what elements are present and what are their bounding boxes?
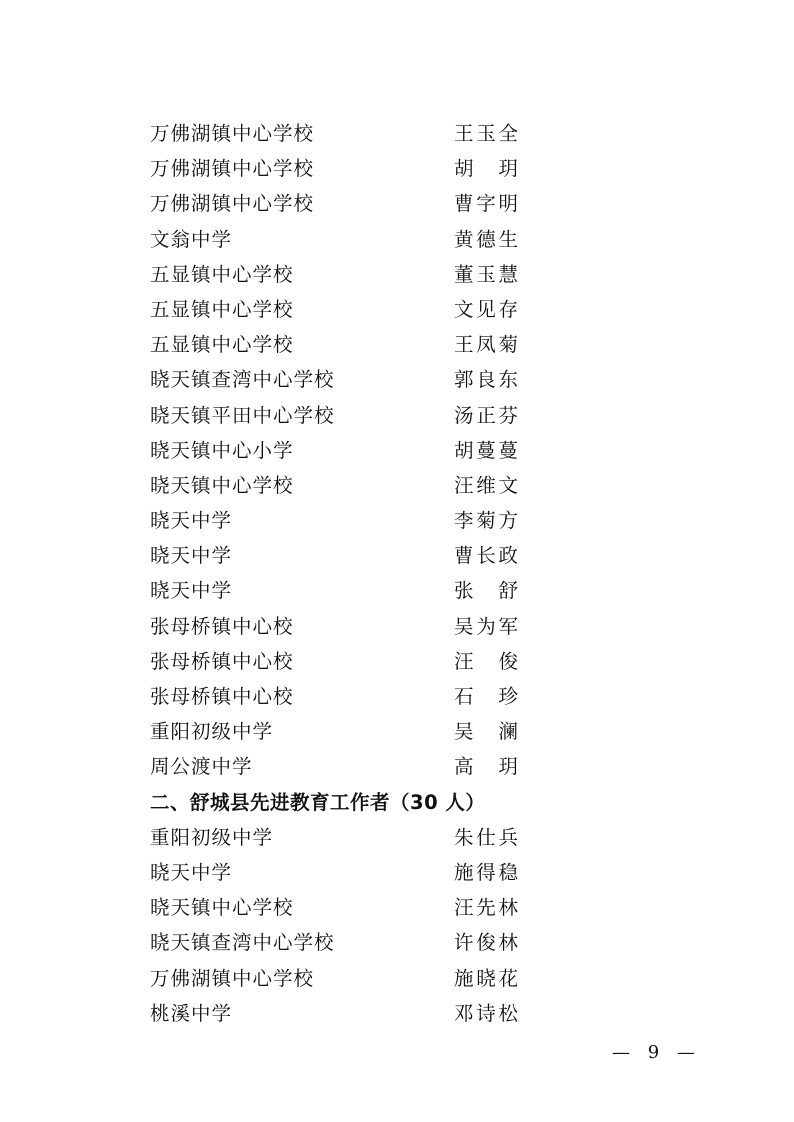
list-item [150,714,530,749]
school-name: 周公渡中学 [150,755,253,779]
list-item [150,186,530,221]
school-name: 桃溪中学 [150,1001,233,1025]
person-name: 汪维文 [454,473,518,497]
list-item [150,538,530,573]
list-item [150,749,530,784]
person-name: 文见存 [454,297,518,321]
school-name: 张母桥镇中心校 [150,614,294,638]
school-name: 晓天镇查湾中心学校 [150,368,335,392]
school-name: 万佛湖镇中心学校 [150,192,315,216]
person-name: 胡 玥 [454,157,518,181]
section-heading: 二、舒城县先进教育工作者（30 人） [150,790,486,814]
list-item [150,468,530,503]
list-item [150,890,530,925]
school-name: 五显镇中心学校 [150,333,294,357]
person-name: 邓诗松 [454,1001,518,1025]
list-item [150,503,530,538]
list-item [150,398,530,433]
person-name: 许俊林 [454,931,518,955]
school-name: 晓天中学 [150,509,233,533]
person-name: 李菊方 [454,509,518,533]
person-name: 郭良东 [454,368,518,392]
list-item [150,327,530,362]
list-item [150,292,530,327]
list-item [150,257,530,292]
list-item [150,116,530,151]
list-item [150,609,530,644]
school-name: 重阳初级中学 [150,720,274,744]
person-name: 吴 澜 [454,720,518,744]
school-name: 文翁中学 [150,227,233,251]
list-item [150,996,530,1031]
list-item [150,855,530,890]
person-name: 汪先林 [454,896,518,920]
person-name: 吴为军 [454,614,518,638]
person-name: 黄德生 [454,227,518,251]
school-name: 晓天镇中心学校 [150,896,294,920]
person-name: 曹字明 [454,192,518,216]
person-name: 朱仕兵 [454,825,518,849]
person-name: 张 舒 [454,579,518,603]
school-name: 重阳初级中学 [150,825,274,849]
school-name: 晓天镇中心小学 [150,438,294,462]
person-name: 王凤菊 [454,333,518,357]
school-name: 万佛湖镇中心学校 [150,966,315,990]
school-name: 五显镇中心学校 [150,262,294,286]
person-name: 施得稳 [454,860,518,884]
person-name: 胡蔓蔓 [454,438,518,462]
school-name: 五显镇中心学校 [150,297,294,321]
honor-list [150,116,530,1031]
person-name: 董玉慧 [454,262,518,286]
person-name: 高 玥 [454,755,518,779]
list-item [150,151,530,186]
person-name: 汤正芬 [454,403,518,427]
list-item [150,222,530,257]
school-name: 晓天镇平田中心学校 [150,403,335,427]
person-name: 施晓花 [454,966,518,990]
person-name: 曹长政 [454,544,518,568]
person-name: 石 珍 [454,685,518,708]
school-name: 张母桥镇中心校 [150,685,294,708]
school-name: 晓天中学 [150,860,233,884]
school-name: 晓天中学 [150,544,233,568]
list-item [150,679,530,714]
list-item [150,433,530,468]
school-name: 晓天中学 [150,579,233,603]
page-number: — 9 — [612,1042,701,1063]
person-name: 王玉全 [454,122,518,145]
school-name: 万佛湖镇中心学校 [150,122,315,145]
school-name: 万佛湖镇中心学校 [150,157,315,181]
list-item [150,573,530,608]
list-item [150,644,530,679]
list-item [150,925,530,960]
school-name: 张母桥镇中心校 [150,649,294,673]
list-item [150,362,530,397]
list-item [150,820,530,855]
school-name: 晓天镇查湾中心学校 [150,931,335,955]
list-item [150,961,530,996]
person-name: 汪 俊 [454,649,518,673]
school-name: 晓天镇中心学校 [150,473,294,497]
